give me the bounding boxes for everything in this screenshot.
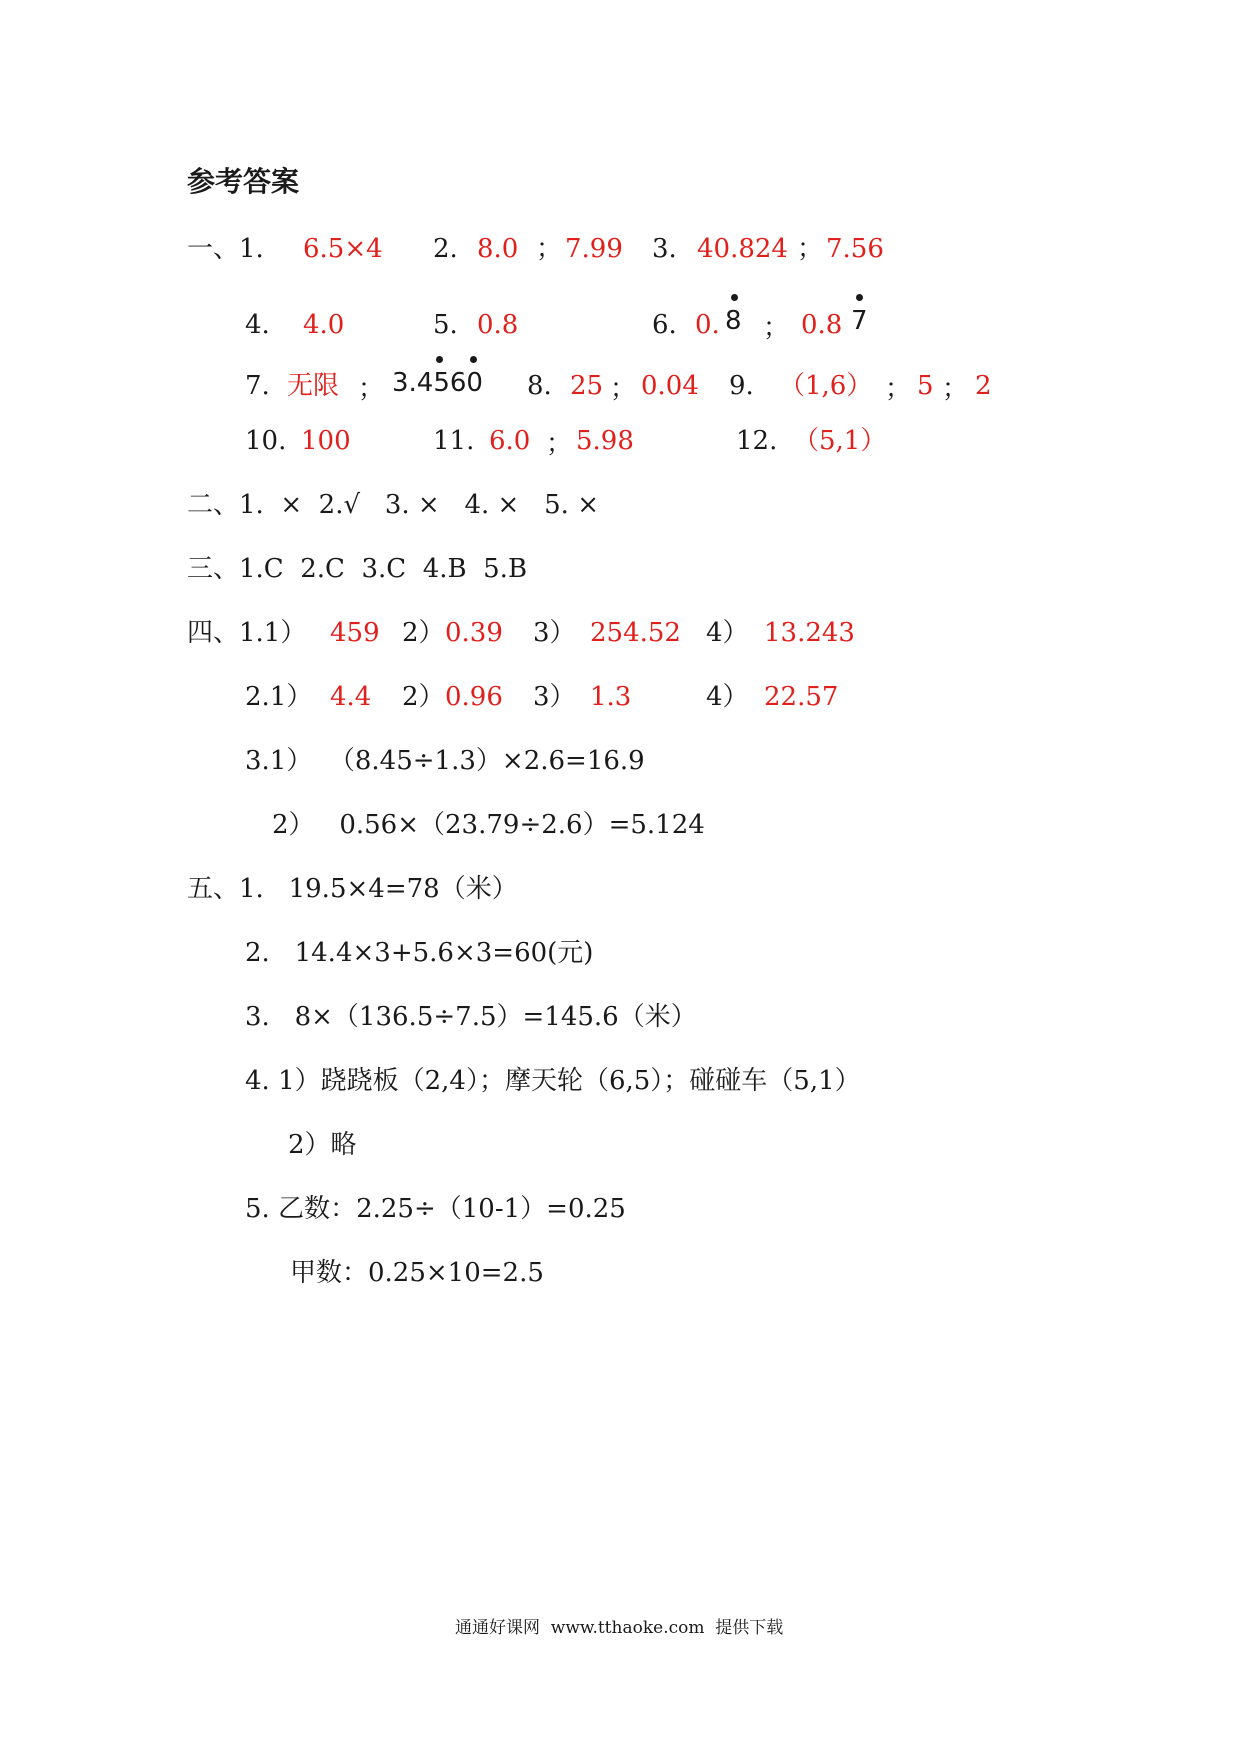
answer-6a-repeating-digit: 8 [725, 306, 742, 336]
s4-row2-answer-1: 4.4 [330, 682, 372, 712]
s4-row1-label-4: 4） [706, 618, 749, 648]
s5-line-5: 2）略 [288, 1130, 357, 1160]
separator: ； [763, 313, 790, 343]
q-num-2: 2. [433, 234, 458, 264]
s4-row4: 2） 0.56×（23.79÷2.6）=5.124 [272, 810, 705, 840]
s4-row1-label-2: 2） [402, 618, 445, 648]
answer-2a: 8.0 [477, 234, 519, 264]
answer-7b: 3.4560 [392, 368, 483, 398]
answer-10: 100 [301, 426, 351, 456]
repeating-dot [856, 294, 863, 301]
s4-row1-answer-1: 459 [330, 618, 380, 648]
answer-11a: 6.0 [489, 426, 531, 456]
s4-row1-answer-4: 13.243 [764, 618, 855, 648]
answer-9c: 2 [975, 371, 992, 401]
answer-2b: 7.99 [565, 234, 623, 264]
answer-8b: 0.04 [641, 371, 699, 401]
s4-row1-prefix: 四、1.1） [187, 618, 307, 648]
repeating-dot [470, 356, 477, 363]
repeating-dot [436, 356, 443, 363]
page-footer: 通通好课网 www.tthaoke.com 提供下载 [455, 1618, 784, 1638]
separator: ； [358, 374, 385, 404]
s5-line-2: 2. 14.4×3+5.6×3=60(元) [245, 938, 594, 968]
answer-1: 6.5×4 [303, 234, 383, 264]
separator: ； [942, 374, 969, 404]
answer-9a: （1,6） [779, 371, 873, 401]
separator: ； [610, 374, 637, 404]
answer-6b: 0.8 [801, 310, 843, 340]
answer-11b: 5.98 [576, 426, 634, 456]
s1-prefix: 一、1. [187, 234, 264, 264]
s4-row1-answer-2: 0.39 [445, 618, 503, 648]
s5-line-4: 4. 1）跷跷板（2,4）；摩天轮（6,5）；碰碰车（5,1） [245, 1066, 861, 1096]
q-num-7: 7. [245, 371, 270, 401]
separator: ； [546, 429, 573, 459]
page-title: 参考答案 [187, 165, 300, 198]
s5-line-3: 3. 8×（136.5÷7.5）=145.6（米） [245, 1002, 697, 1032]
q-num-9: 9. [729, 371, 754, 401]
answer-6b-repeating-digit: 7 [851, 306, 868, 336]
s4-row2-answer-4: 22.57 [764, 682, 839, 712]
answer-8a: 25 [570, 371, 604, 401]
q-num-10: 10. [245, 426, 287, 456]
separator: ； [885, 374, 912, 404]
q-num-8: 8. [527, 371, 552, 401]
s4-row1-label-3: 3） [533, 618, 576, 648]
q-num-4: 4. [245, 310, 270, 340]
s4-row2-label-4: 4） [706, 682, 749, 712]
answer-3a: 40.824 [697, 234, 788, 264]
q-num-3: 3. [652, 234, 677, 264]
s5-line-1: 五、1. 19.5×4=78（米） [187, 874, 518, 904]
s4-row2-prefix: 2.1） [245, 682, 313, 712]
s5-line-6: 5. 乙数：2.25÷（10-1）=0.25 [245, 1194, 626, 1224]
s4-row3: 3.1） （8.45÷1.3）×2.6=16.9 [245, 746, 645, 776]
answer-3b: 7.56 [826, 234, 884, 264]
section-3: 三、1.C 2.C 3.C 4.B 5.B [187, 554, 528, 584]
section-2: 二、1. × 2.√ 3. × 4. × 5. × [187, 490, 599, 520]
s4-row2-label-2: 2） [402, 682, 445, 712]
s4-row1-answer-3: 254.52 [590, 618, 681, 648]
s4-row2-answer-2: 0.96 [445, 682, 503, 712]
answer-5: 0.8 [477, 310, 519, 340]
answer-7a: 无限 [287, 371, 340, 401]
q-num-5: 5. [433, 310, 458, 340]
s4-row2-answer-3: 1.3 [590, 682, 632, 712]
repeating-dot [731, 294, 738, 301]
answer-6a: 0. [695, 310, 720, 340]
q-num-6: 6. [652, 310, 677, 340]
separator: ； [797, 234, 824, 264]
answer-12: （5,1） [793, 426, 887, 456]
q-num-12: 12. [736, 426, 778, 456]
separator: ； [536, 234, 563, 264]
q-num-11: 11. [433, 426, 475, 456]
answer-9b: 5 [917, 371, 934, 401]
s5-line-7: 甲数：0.25×10=2.5 [290, 1258, 544, 1288]
answer-4: 4.0 [303, 310, 345, 340]
s4-row2-label-3: 3） [533, 682, 576, 712]
